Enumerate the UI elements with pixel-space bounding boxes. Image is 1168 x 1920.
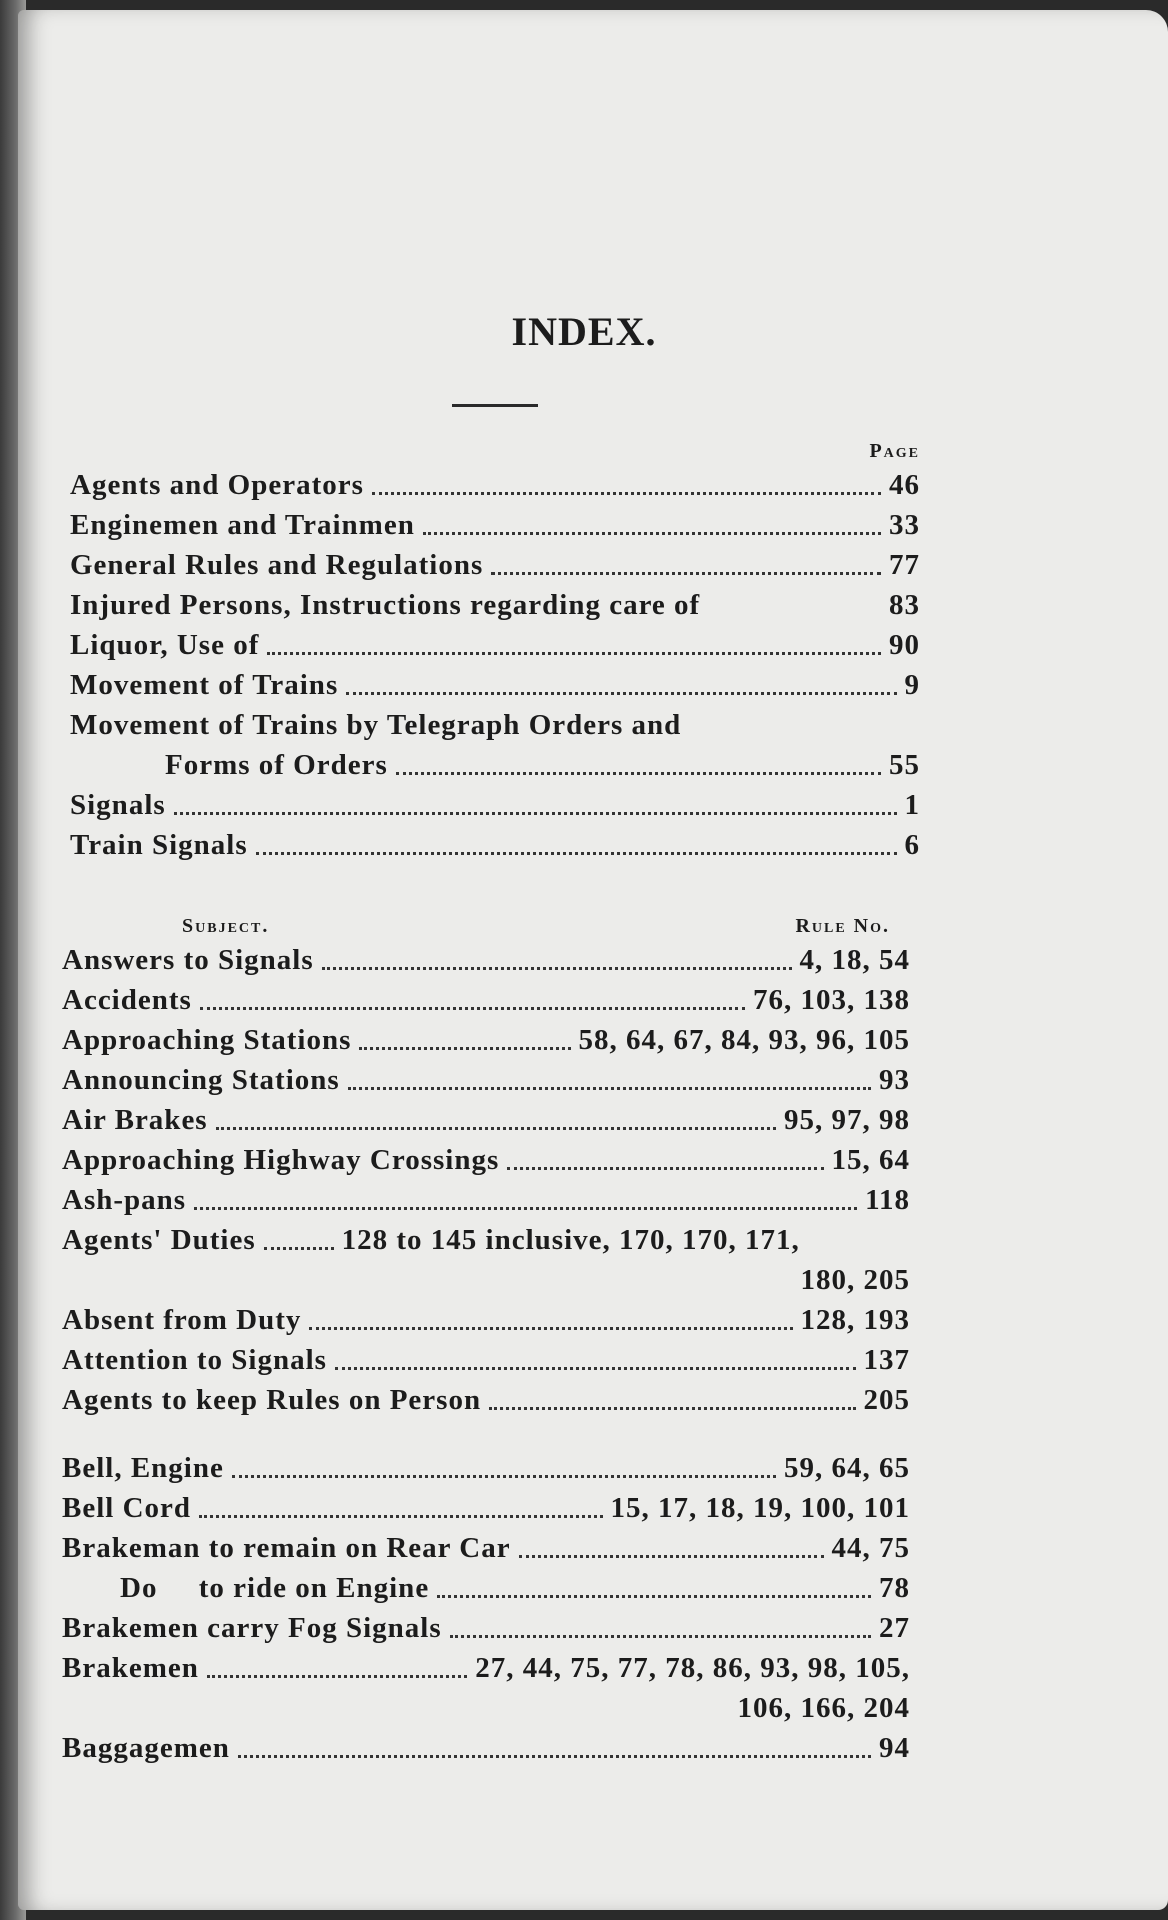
leader-dots <box>256 852 897 855</box>
leader-dots <box>207 1675 467 1678</box>
entry-label: Train Signals <box>70 829 248 861</box>
entry-label: Signals <box>70 789 166 821</box>
leader-dots <box>519 1555 824 1558</box>
index-entry <box>70 465 920 505</box>
index-entry <box>62 1020 910 1060</box>
leader-dots <box>348 1087 871 1090</box>
entry-label: Agents and Operators <box>70 469 364 501</box>
entry-label: Injured Persons, Instructions regarding care of <box>70 589 701 621</box>
entry-rules: 4, 18, 54 <box>799 944 910 976</box>
index-entry-continuation <box>62 1260 910 1300</box>
leader-dots <box>200 1007 745 1010</box>
entry-label: Bell, Engine <box>62 1452 224 1484</box>
leader-dots <box>450 1635 871 1638</box>
entry-rules: 27 <box>879 1612 910 1644</box>
index-entry <box>62 1180 910 1220</box>
index-entry <box>70 545 920 585</box>
entry-label: Liquor, Use of <box>70 629 260 661</box>
leader-dots <box>199 1515 602 1518</box>
entry-rules: 180, 205 <box>800 1264 910 1296</box>
page-index-section <box>70 440 920 865</box>
entry-label: Accidents <box>62 984 192 1016</box>
index-entry <box>62 1648 910 1688</box>
leader-dots <box>437 1595 871 1598</box>
index-entry <box>62 1488 910 1528</box>
entry-label: Movement of Trains by Telegraph Orders and <box>70 709 682 741</box>
entry-label: Agents to keep Rules on Person <box>62 1384 482 1416</box>
entry-rules: 205 <box>863 1384 910 1416</box>
rule-index-section <box>62 915 910 1768</box>
index-entry <box>70 825 920 865</box>
index-entry <box>62 1728 910 1768</box>
index-entry-continuation <box>62 1688 910 1728</box>
entry-page: 33 <box>889 509 920 541</box>
index-entry <box>62 1100 910 1140</box>
entry-page: 77 <box>889 549 920 581</box>
leader-dots <box>194 1207 857 1210</box>
entry-page: 83 <box>889 589 920 621</box>
entry-rules: 15, 64 <box>831 1144 910 1176</box>
page-title: INDEX. <box>511 309 657 354</box>
entry-label: Baggagemen <box>62 1732 230 1764</box>
entry-rules: 95, 97, 98 <box>784 1104 910 1136</box>
entry-rules: 15, 17, 18, 19, 100, 101 <box>610 1492 910 1524</box>
entry-label: Agents' Duties <box>62 1224 256 1256</box>
rule-column-header: Rule No. <box>795 915 890 937</box>
index-entry <box>62 1608 910 1648</box>
index-entry <box>62 1340 910 1380</box>
entry-page: 55 <box>889 749 920 781</box>
leader-dots <box>396 772 881 775</box>
index-entry <box>62 940 910 980</box>
leader-dots <box>309 1327 792 1330</box>
leader-dots <box>335 1367 856 1370</box>
entry-page: 46 <box>889 469 920 501</box>
entry-rules: 76, 103, 138 <box>753 984 910 1016</box>
leader-dots <box>322 967 792 970</box>
entry-rules: 128, 193 <box>800 1304 910 1336</box>
entry-rules: 106, 166, 204 <box>737 1692 910 1724</box>
entry-page: 90 <box>889 629 920 661</box>
index-entry <box>62 1220 910 1260</box>
entry-label: Movement of Trains <box>70 669 339 701</box>
entry-page: 1 <box>904 789 920 821</box>
entry-label: Ash-pans <box>62 1184 187 1216</box>
entry-rules: 93 <box>879 1064 910 1096</box>
subject-rule-header <box>62 915 910 938</box>
index-entry-continuation <box>70 745 920 785</box>
entry-rules: 137 <box>863 1344 910 1376</box>
index-entry <box>62 1300 910 1340</box>
entry-label: Forms of Orders <box>165 749 388 781</box>
index-entry <box>70 785 920 825</box>
entry-rules: 27, 44, 75, 77, 78, 86, 93, 98, 105, <box>475 1652 910 1684</box>
entry-label: Enginemen and Trainmen <box>70 509 415 541</box>
index-entry <box>70 705 920 745</box>
leader-dots <box>238 1755 871 1758</box>
entry-label: Brakeman to remain on Rear Car <box>62 1532 511 1564</box>
index-entry <box>62 1380 910 1420</box>
entry-label: Attention to Signals <box>62 1344 327 1376</box>
leader-dots <box>491 572 881 575</box>
entry-page: 6 <box>904 829 920 861</box>
page-column-header: Page <box>869 440 920 462</box>
entry-rules: 44, 75 <box>831 1532 910 1564</box>
index-entry <box>62 1568 910 1608</box>
leader-dots <box>423 532 881 535</box>
entry-rules: 128 to 145 inclusive, 170, 170, 171, <box>341 1224 800 1256</box>
entry-rules: 118 <box>865 1184 910 1216</box>
entry-rules: 78 <box>879 1572 910 1604</box>
entry-page: 9 <box>904 669 920 701</box>
entry-label: Absent from Duty <box>62 1304 302 1336</box>
section-gap <box>62 1420 910 1448</box>
entry-label: Brakemen <box>62 1652 199 1684</box>
entry-label: Air Brakes <box>62 1104 208 1136</box>
leader-dots <box>372 492 881 495</box>
leader-dots <box>359 1047 570 1050</box>
leader-dots <box>346 692 896 695</box>
subject-column-header: Subject. <box>182 915 270 937</box>
entry-label: Do to ride on Engine <box>120 1572 430 1604</box>
leader-dots <box>267 652 881 655</box>
index-entry <box>70 665 920 705</box>
entry-label: Brakemen carry Fog Signals <box>62 1612 442 1644</box>
index-entry <box>62 1528 910 1568</box>
entry-label: Announcing Stations <box>62 1064 340 1096</box>
leader-dots <box>264 1247 334 1250</box>
index-entry <box>62 980 910 1020</box>
index-entry <box>70 505 920 545</box>
entry-label: Bell Cord <box>62 1492 192 1524</box>
leader-dots <box>489 1407 855 1410</box>
leader-dots <box>232 1475 776 1478</box>
index-entry <box>70 585 920 625</box>
index-entry <box>70 625 920 665</box>
index-entry <box>62 1060 910 1100</box>
leader-dots <box>174 812 897 815</box>
entry-label: Approaching Highway Crossings <box>62 1144 500 1176</box>
title-divider <box>452 404 538 407</box>
entry-label: General Rules and Regulations <box>70 549 484 581</box>
entry-label: Answers to Signals <box>62 944 314 976</box>
leader-dots <box>216 1127 776 1130</box>
entry-rules: 94 <box>879 1732 910 1764</box>
index-entry <box>62 1448 910 1488</box>
entry-rules: 59, 64, 65 <box>784 1452 910 1484</box>
leader-dots <box>507 1167 823 1170</box>
entry-label: Approaching Stations <box>62 1024 352 1056</box>
index-entry <box>62 1140 910 1180</box>
entry-rules: 58, 64, 67, 84, 93, 96, 105 <box>578 1024 910 1056</box>
